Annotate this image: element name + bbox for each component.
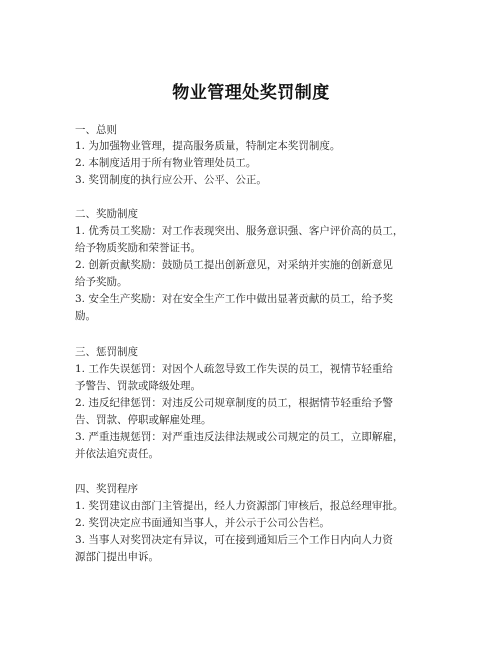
paragraph-line: 1. 奖罚建议由部门主管提出，经人力资源部门审核后，报总经理审批。 bbox=[75, 500, 404, 512]
paragraph-line: 源部门提出申诉。 bbox=[75, 551, 159, 563]
paragraph-line: 2. 违反纪律惩罚：对违反公司规章制度的员工，根据情节轻重给予警 bbox=[75, 397, 393, 409]
paragraph-line: 2. 本制度适用于所有物业管理处员工。 bbox=[75, 157, 257, 169]
paragraph-line: 3. 严重违规惩罚：对严重违反法律法规或公司规定的员工，立即解雇， bbox=[75, 431, 404, 443]
paragraph-line: 1. 优秀员工奖励：对工作表现突出、服务意识强、客户评价高的员工， bbox=[75, 225, 404, 237]
paragraph-line: 3. 安全生产奖励：对在安全生产工作中做出显著贡献的员工，给予奖 bbox=[75, 293, 393, 305]
paragraph-line: 告、罚款、停职或解雇处理。 bbox=[75, 414, 212, 426]
section-heading-general: 一、总则 bbox=[75, 124, 117, 136]
paragraph-line: 予警告、罚款或降级处理。 bbox=[75, 380, 201, 392]
paragraph-line: 励。 bbox=[75, 310, 96, 322]
paragraph-line: 1. 为加强物业管理，提高服务质量，特制定本奖罚制度。 bbox=[75, 140, 341, 152]
paragraph-line: 并依法追究责任。 bbox=[75, 448, 159, 460]
paragraph-line: 2. 奖罚决定应书面通知当事人，并公示于公司公告栏。 bbox=[75, 517, 330, 529]
section-heading-procedure: 四、奖罚程序 bbox=[75, 483, 138, 495]
paragraph-line: 1. 工作失误惩罚：对因个人疏忽导致工作失误的员工，视情节轻重给 bbox=[75, 363, 393, 375]
paragraph-line: 3. 奖罚制度的执行应公开、公平、公正。 bbox=[75, 174, 267, 186]
document-title: 物业管理处奖罚制度 bbox=[172, 83, 330, 103]
paragraph-line: 给予物质奖励和荣誉证书。 bbox=[75, 242, 201, 254]
section-heading-rewards: 二、奖励制度 bbox=[75, 208, 138, 220]
paragraph-line: 2. 创新贡献奖励：鼓励员工提出创新意见，对采纳并实施的创新意见 bbox=[75, 259, 393, 271]
paragraph-line: 3. 当事人对奖罚决定有异议，可在接到通知后三个工作日内向人力资 bbox=[75, 534, 393, 546]
paragraph-line: 给予奖励。 bbox=[75, 276, 128, 288]
section-heading-penalties: 三、惩罚制度 bbox=[75, 346, 138, 358]
